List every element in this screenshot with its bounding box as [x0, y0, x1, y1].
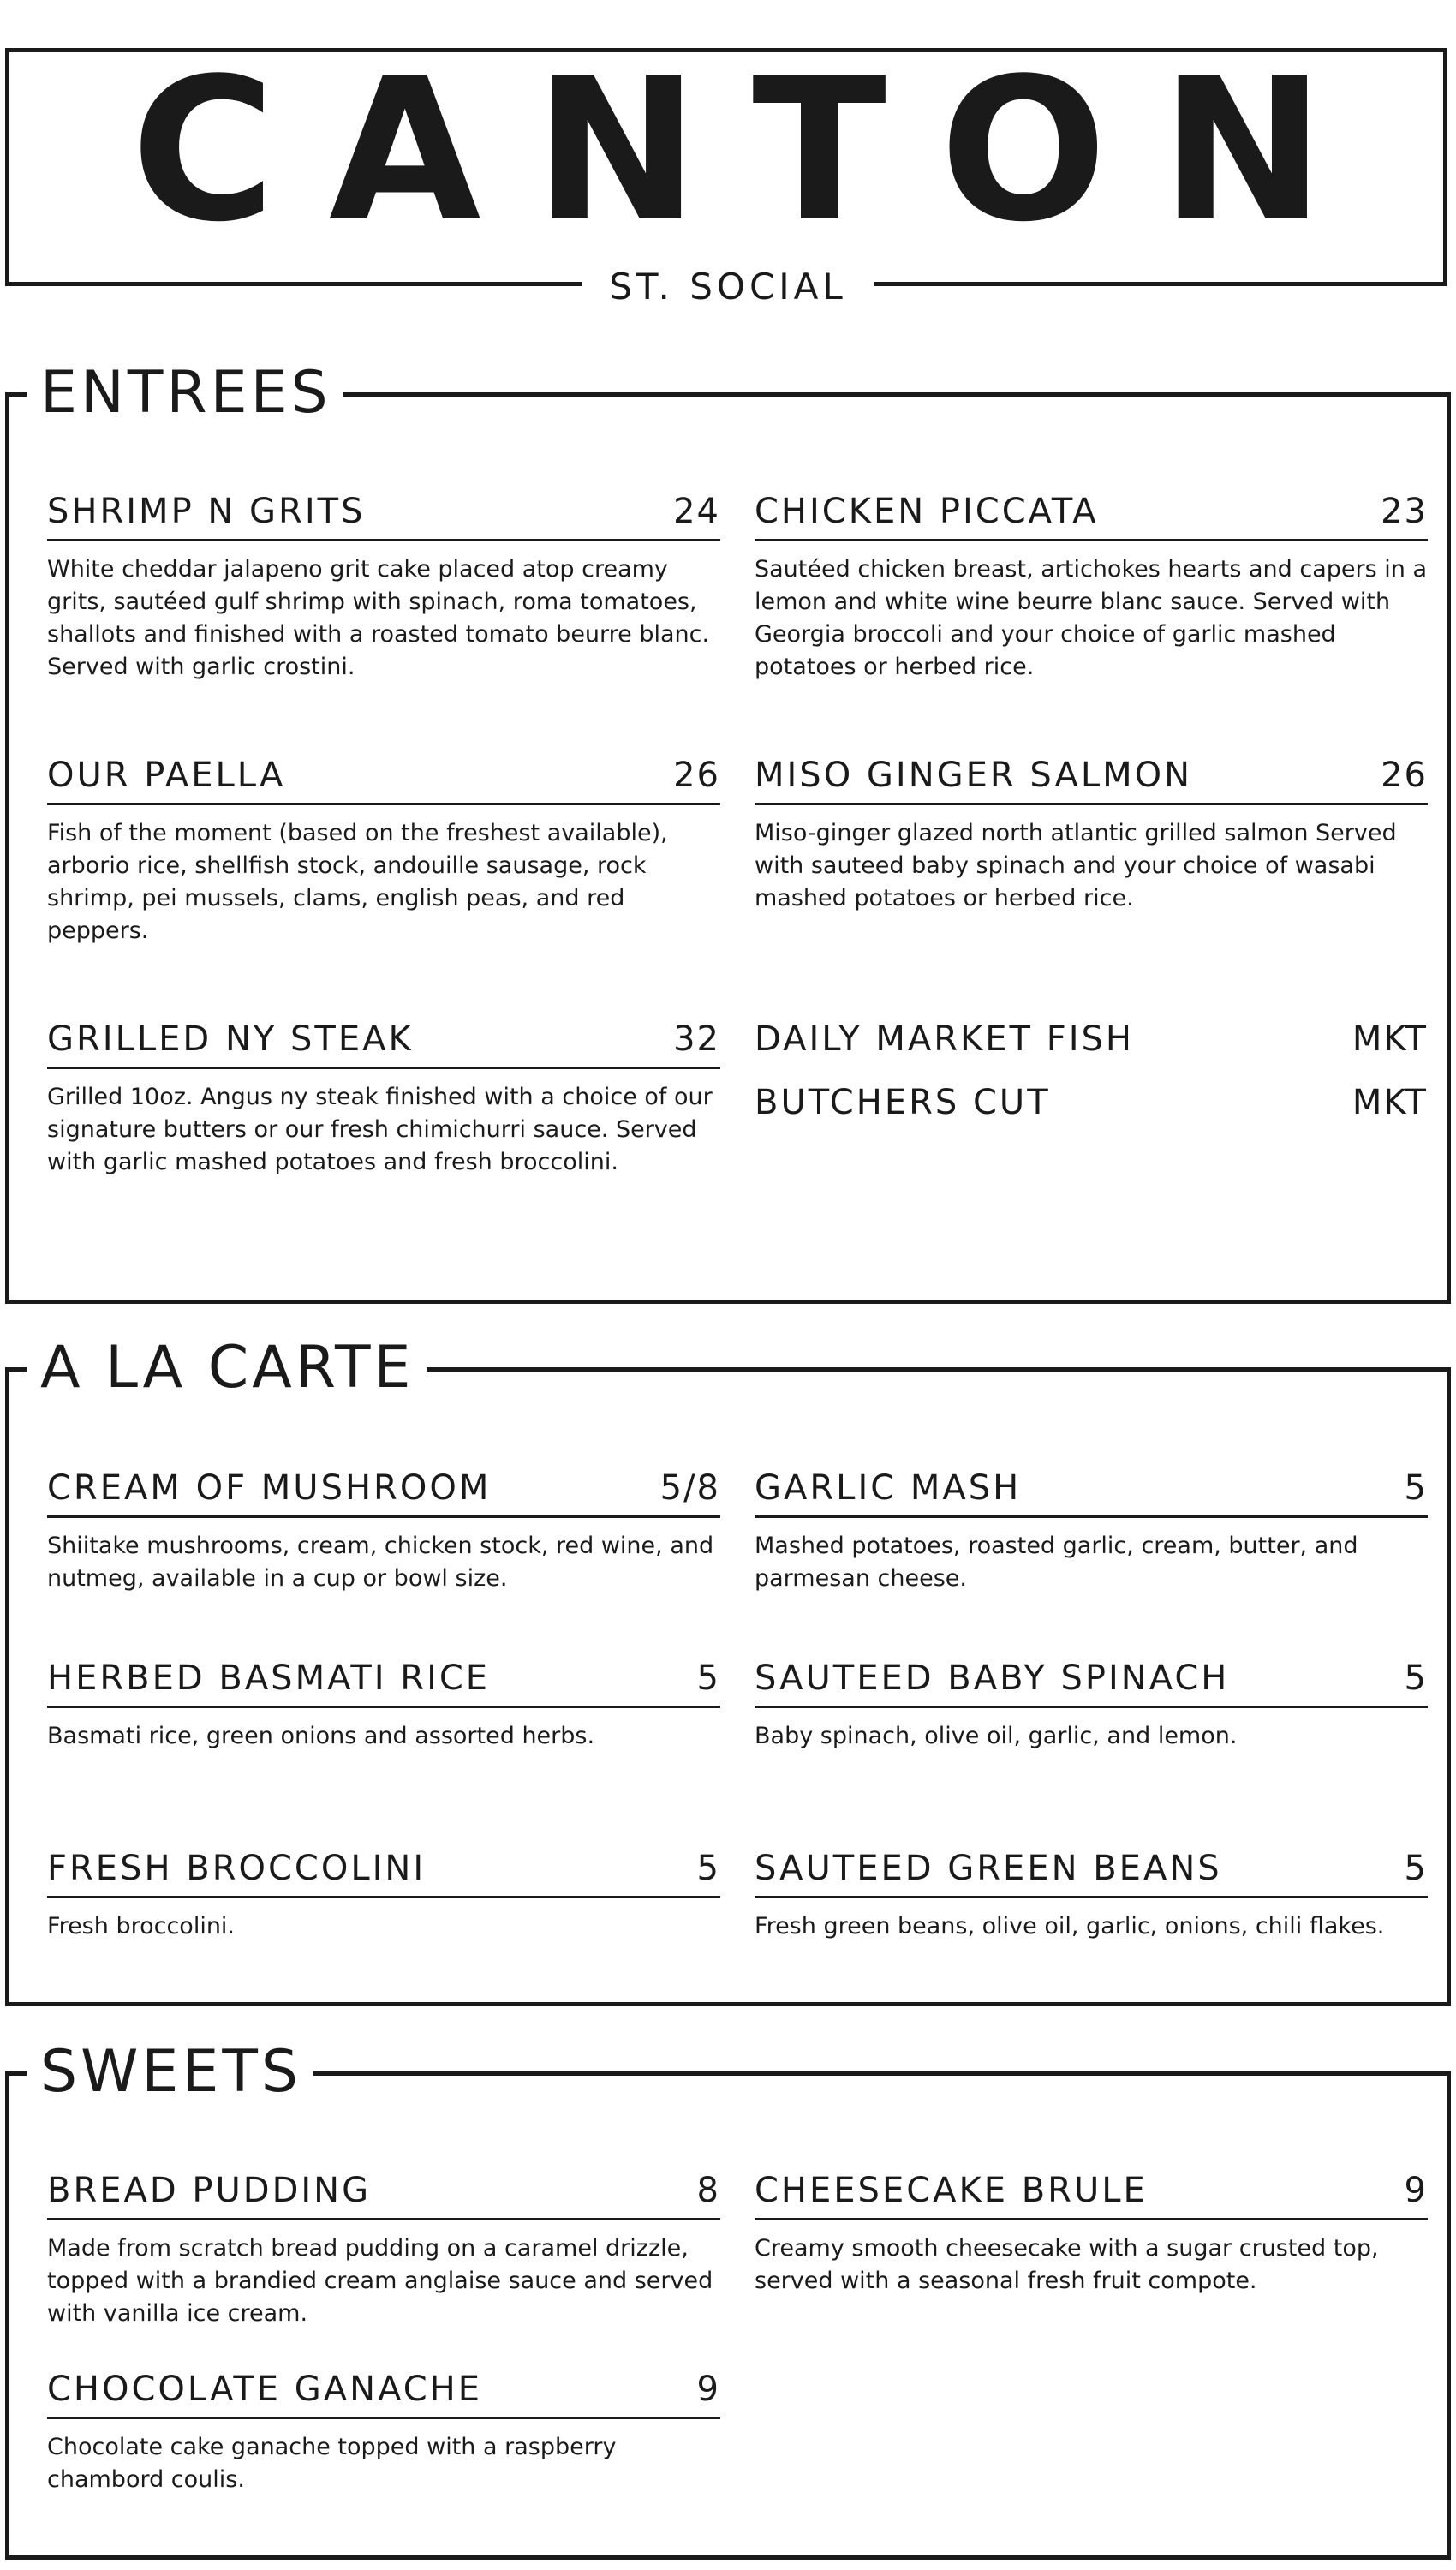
menu-item [755, 491, 1428, 684]
menu-item [755, 1848, 1428, 1943]
menu-item-header [755, 1848, 1428, 1898]
section-title-a-la-carte: A LA CARTE [27, 1334, 427, 1402]
menu-item-name: CHICKEN PICCATA [755, 492, 1099, 531]
menu-item-header [755, 2170, 1428, 2220]
menu-item-header [47, 1467, 720, 1518]
menu-item-name: OUR PAELLA [47, 756, 286, 795]
menu-item-name: SAUTEED BABY SPINACH [755, 1659, 1230, 1698]
menu-item [47, 1019, 720, 1179]
menu-item [47, 2170, 720, 2330]
menu-item-description: Chocolate cake ganache topped with a raspberry chambord coulis. [47, 2434, 617, 2493]
menu-item-price: 24 [673, 492, 720, 531]
menu-item-name: MISO GINGER SALMON [755, 756, 1193, 795]
menu-item-description: Baby spinach, olive oil, garlic, and lemon. [755, 1723, 1238, 1749]
section-sweets [5, 2038, 1451, 2560]
menu-item-header [47, 2369, 720, 2419]
menu-item [47, 491, 720, 684]
menu-item-name: BUTCHERS CUT [755, 1083, 1051, 1122]
menu-item-header [47, 491, 720, 541]
menu-item-header [755, 491, 1428, 541]
menu-item-description: Made from scratch bread pudding on a caramel drizzle, topped with a brandied cream anglaise sauce and served with vanilla ice cream. [47, 2235, 713, 2327]
menu-item-price: 26 [673, 756, 720, 795]
menu-item-description: Fish of the moment (based on the freshest available), arborio rice, shellfish stock, andouille sausage, rock shrimp, pei mussels, clams, english peas, and red peppers. [47, 820, 668, 944]
menu-item-price: 5 [696, 1659, 720, 1698]
menu-item-description: Fresh broccolini. [47, 1913, 236, 1939]
menu-item-header [755, 1467, 1428, 1518]
menu-item-price: 5 [696, 1849, 720, 1888]
menu-item [755, 1658, 1428, 1753]
menu-item-name: SAUTEED GREEN BEANS [755, 1849, 1222, 1888]
menu-item-header [755, 1082, 1428, 1130]
menu-item-description: Miso-ginger glazed north atlantic grilled salmon Served with sauteed baby spinach and your choice of wasabi mashed potatoes or herbed rice. [755, 820, 1397, 911]
menu-item [755, 755, 1428, 915]
menu-item-description: Shiitake mushrooms, cream, chicken stock, red wine, and nutmeg, available in a cup or bowl size. [47, 1533, 714, 1592]
menu-item-price: 5 [1404, 1468, 1428, 1508]
menu-item-price: 26 [1381, 756, 1428, 795]
menu-item-description: Mashed potatoes, roasted garlic, cream, butter, and parmesan cheese. [755, 1533, 1358, 1592]
section-title-sweets: SWEETS [27, 2038, 313, 2107]
menu-item-name: GRILLED NY STEAK [47, 1019, 414, 1059]
menu-item-header [755, 755, 1428, 805]
restaurant-subtitle: ST. SOCIAL [582, 266, 874, 308]
menu-item-price: 8 [696, 2171, 720, 2210]
menu-item-name: GARLIC MASH [755, 1468, 1022, 1508]
menu-item [47, 1658, 720, 1753]
menu-item-description: Creamy smooth cheesecake with a sugar crusted top, served with a seasonal fresh fruit compote. [755, 2235, 1379, 2294]
menu-item [755, 2170, 1428, 2298]
menu-item-header [47, 755, 720, 805]
menu-item-price: 9 [1404, 2171, 1428, 2210]
menu-item-price: 23 [1381, 492, 1428, 531]
menu-item [47, 1848, 720, 1943]
menu-item [755, 1019, 1428, 1067]
menu-item-price: 5/8 [659, 1468, 720, 1508]
menu-item-price: 5 [1404, 1849, 1428, 1888]
menu-item [755, 1082, 1428, 1130]
menu-item-name: CHOCOLATE GANACHE [47, 2370, 483, 2409]
menu-item [47, 2369, 720, 2496]
menu-item [755, 1467, 1428, 1595]
menu-item-name: DAILY MARKET FISH [755, 1019, 1134, 1059]
menu-item-name: SHRIMP N GRITS [47, 492, 366, 531]
menu-item-name: FRESH BROCCOLINI [47, 1849, 427, 1888]
section-a-la-carte [5, 1334, 1451, 2006]
menu-item-description: Basmati rice, green onions and assorted herbs. [47, 1723, 595, 1749]
menu-item-price: MKT [1352, 1019, 1428, 1059]
menu-item [47, 1467, 720, 1595]
section-entrees [5, 359, 1451, 1304]
menu-item-description: Sautéed chicken breast, artichokes hearts and capers in a lemon and white wine beurre blanc sauce. Served with Georgia broccoli and your choice of garlic mashed potatoes or herbed rice. [755, 556, 1427, 680]
menu-item-price: 32 [673, 1019, 720, 1059]
menu-item-header [47, 2170, 720, 2220]
menu-item-header [47, 1848, 720, 1898]
menu-item-header [47, 1019, 720, 1069]
menu-item-header [755, 1658, 1428, 1708]
menu-item-header [47, 1658, 720, 1708]
menu-item-name: CREAM OF MUSHROOM [47, 1468, 492, 1508]
menu-item-price: 5 [1404, 1659, 1428, 1698]
section-title-entrees: ENTREES [27, 359, 343, 427]
restaurant-name: CANTON [130, 37, 1379, 266]
menu-item-description: Fresh green beans, olive oil, garlic, onions, chili flakes. [755, 1913, 1385, 1939]
menu-item-name: CHEESECAKE BRULE [755, 2171, 1148, 2210]
menu-item-price: 9 [696, 2370, 720, 2409]
menu-item-description: White cheddar jalapeno grit cake placed atop creamy grits, sautéed gulf shrimp with spinach, roma tomatoes, shallots and finished with a roasted tomato beurre blanc. Served with garlic crostini. [47, 556, 710, 680]
menu-item-name: BREAD PUDDING [47, 2171, 372, 2210]
menu-item-price: MKT [1352, 1083, 1428, 1122]
menu-item-header [755, 1019, 1428, 1067]
menu-item-name: HERBED BASMATI RICE [47, 1659, 491, 1698]
menu-item-description: Grilled 10oz. Angus ny steak finished with a choice of our signature butters or our fresh chimichurri sauce. Served with garlic mashed potatoes and fresh broccolini. [47, 1084, 713, 1175]
menu-item [47, 755, 720, 947]
